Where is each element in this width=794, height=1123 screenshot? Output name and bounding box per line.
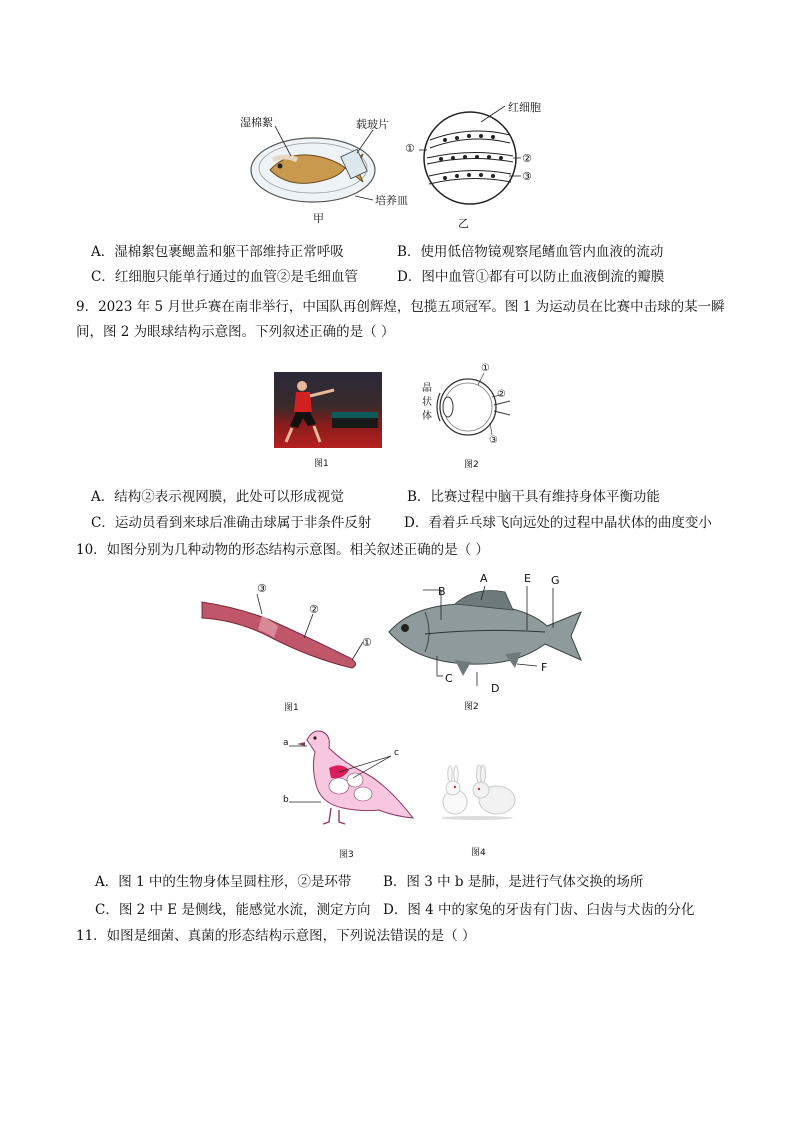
q10-option-b[interactable]: B．图 3 中 b 是肺，是进行气体交换的场所 bbox=[383, 874, 644, 890]
label-vessel-2: ② bbox=[522, 152, 532, 165]
caption-fig1-q9: 图1 bbox=[314, 459, 329, 469]
pigeon-mark-c: c bbox=[394, 748, 399, 758]
caption-fig1-q10: 图1 bbox=[284, 703, 299, 713]
pigeon-mark-a: a bbox=[283, 738, 289, 748]
caption-fig2-q10: 图2 bbox=[464, 702, 479, 712]
q10-stem: 10．如图分别为几种动物的形态结构示意图。相关叙述正确的是（ ） bbox=[76, 542, 489, 558]
pigeon-mark-b: b bbox=[283, 795, 289, 805]
caption-fig3-q10: 图3 bbox=[339, 850, 354, 860]
fish-mark-e: E bbox=[524, 572, 531, 585]
q10-option-a[interactable]: A．图 1 中的生物身体呈圆柱形，②是环带 bbox=[95, 874, 352, 890]
label-petri-dish: 培养皿 bbox=[375, 194, 408, 207]
q10-option-d[interactable]: D．图 4 中的家兔的牙齿有门齿、臼齿与犬齿的分化 bbox=[383, 902, 695, 918]
q9-option-d[interactable]: D．看着乒乓球飞向远处的过程中晶状体的曲度变小 bbox=[404, 515, 712, 531]
q10-option-c[interactable]: C．图 2 中 E 是侧线，能感觉水流，测定方向 bbox=[95, 902, 371, 918]
fish-mark-g: G bbox=[551, 574, 560, 587]
label-slide: 载玻片 bbox=[356, 118, 389, 131]
label-vessel-3: ③ bbox=[522, 170, 532, 183]
label-red-blood-cell: 红细胞 bbox=[508, 101, 541, 114]
caption-fig2-q9: 图2 bbox=[464, 460, 479, 470]
q9-stem-line2: 间，图 2 为眼球结构示意图。下列叙述正确的是（ ） bbox=[76, 324, 395, 340]
eye-mark-3: ③ bbox=[489, 435, 498, 446]
rabbits-illustration bbox=[435, 760, 520, 820]
q11-stem: 11．如图是细菌、真菌的形态结构示意图，下列说法错误的是（ ） bbox=[76, 928, 476, 944]
label-vessel-1: ① bbox=[405, 142, 415, 155]
pigeon-illustration bbox=[283, 722, 418, 830]
caption-yi: 乙 bbox=[458, 217, 469, 230]
q9-stem-line1: 9．2023 年 5 月世乒赛在南非举行，中国队再创辉煌，包揽五项冠军。图 1 为运动员在比赛中击球的某一瞬 bbox=[76, 299, 725, 315]
fish-mark-b: B bbox=[438, 585, 446, 598]
table-tennis-photo bbox=[274, 372, 382, 448]
worm-mark-3: ③ bbox=[257, 582, 267, 595]
earthworm-illustration bbox=[200, 580, 380, 680]
caption-jia: 甲 bbox=[313, 212, 324, 225]
fish-mark-a: A bbox=[480, 572, 488, 585]
fish-illustration bbox=[385, 580, 585, 690]
q8-option-b[interactable]: B．使用低倍物镜观察尾鳍血管内血液的流动 bbox=[397, 244, 664, 260]
fish-mark-d: D bbox=[491, 682, 500, 695]
label-lens: 晶状体 bbox=[422, 383, 432, 422]
label-wet-cotton: 湿棉絮 bbox=[240, 116, 273, 129]
eye-mark-2: ② bbox=[497, 389, 506, 400]
fish-mark-c: C bbox=[445, 672, 453, 685]
q9-option-a[interactable]: A．结构②表示视网膜，此处可以形成视觉 bbox=[91, 489, 344, 505]
worm-mark-2: ② bbox=[309, 603, 319, 616]
q8-option-a[interactable]: A．湿棉絮包裹鳃盖和躯干部维持正常呼吸 bbox=[91, 244, 344, 260]
q8-option-c[interactable]: C．红细胞只能单行通过的血管②是毛细血管 bbox=[91, 269, 358, 285]
eye-mark-1: ① bbox=[481, 363, 490, 374]
figure-yi bbox=[405, 100, 555, 220]
blood-vessel-microscope-view bbox=[405, 100, 555, 220]
caption-fig4-q10: 图4 bbox=[471, 848, 486, 858]
fish-mark-f: F bbox=[541, 661, 548, 674]
q8-option-d[interactable]: D．图中血管①都有可以防止血液倒流的瓣膜 bbox=[397, 269, 665, 285]
worm-mark-1: ① bbox=[362, 636, 372, 649]
q9-option-c[interactable]: C．运动员看到来球后准确击球属于非条件反射 bbox=[91, 515, 372, 531]
q9-option-b[interactable]: B．比赛过程中脑干具有维持身体平衡功能 bbox=[407, 489, 660, 505]
